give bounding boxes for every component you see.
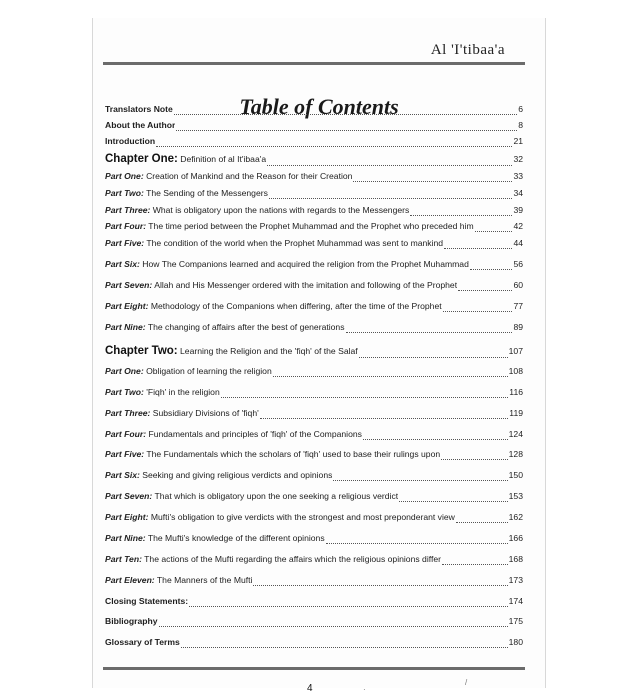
toc-entry-page: 162 [508, 512, 523, 522]
toc-entry-text: The Fundamentals which the scholars of 'fiqh' used to base their rulings upon [146, 449, 441, 459]
part-label: Part Nine: [105, 533, 146, 543]
dot-leader [260, 417, 509, 419]
toc-entry-text: Seeking and giving religious verdicts and opinions [142, 470, 333, 480]
toc-chapter-entry[interactable] [105, 153, 523, 169]
toc-entry[interactable] [105, 449, 523, 463]
dot-leader [253, 584, 507, 586]
dot-leader [458, 289, 512, 291]
toc-entry-text: Glossary of Terms [105, 637, 180, 647]
part-label: Part Seven: [105, 491, 153, 501]
dot-leader [267, 164, 512, 166]
toc-entry-text: The actions of the Mufti regarding the affairs which the religious opinions differ [144, 554, 441, 564]
dot-leader [475, 230, 513, 232]
dot-leader [456, 521, 508, 523]
toc-entry-text: Introduction [105, 136, 156, 146]
toc-entry-text: How The Companions learned and acquired the religion from the Prophet Muhammad [142, 259, 469, 269]
book-page [92, 18, 546, 694]
toc-entry[interactable] [105, 429, 523, 443]
toc-entry[interactable] [105, 221, 523, 235]
toc-entry[interactable] [105, 491, 523, 505]
toc-entry-text: That which is obligatory upon the one seeking a religious verdict [154, 491, 399, 501]
toc-entry-page: 56 [513, 259, 523, 269]
toc-entry-page: 6 [518, 104, 523, 114]
toc-entry[interactable] [105, 470, 523, 484]
toc-entry[interactable] [105, 280, 523, 294]
dot-leader [181, 646, 508, 648]
toc-entry-text: The changing of affairs after the best of generations [147, 322, 345, 332]
toc-entry-page: 107 [508, 346, 523, 356]
toc-entry-page: 77 [513, 301, 523, 311]
toc-entry-page: 174 [508, 596, 523, 606]
toc-entry-page: 119 [509, 408, 523, 418]
toc-entry-text: Subsidiary Divisions of 'fiqh' [152, 408, 259, 418]
dot-leader [333, 479, 507, 481]
toc-entry-text: The Manners of the Mufti [156, 575, 253, 585]
toc-entry[interactable] [105, 171, 523, 185]
toc-entry-text: 'Fiqh' in the religion [146, 387, 220, 397]
toc-entry[interactable] [105, 554, 523, 568]
toc-entry-page: 32 [513, 154, 523, 164]
part-label: Part Ten: [105, 554, 142, 564]
dot-leader [363, 438, 508, 440]
dot-leader [359, 356, 508, 358]
dot-leader [176, 129, 517, 131]
chapter-label: Chapter Two: [105, 345, 178, 357]
part-label: Part Six: [105, 259, 140, 269]
toc-entry[interactable] [105, 238, 523, 252]
toc-entry[interactable] [105, 188, 523, 202]
dot-leader [269, 197, 513, 199]
dot-leader [189, 605, 508, 607]
dot-leader [174, 113, 517, 115]
toc-chapter-entry[interactable] [105, 345, 523, 361]
toc-entry-page: 44 [513, 238, 523, 248]
toc-entry-text: Methodology of the Companions when differing, after the time of the Prophet [150, 301, 442, 311]
toc-entry-text: The Mufti's knowledge of the different opinions [147, 533, 325, 543]
part-label: Part Two: [105, 188, 144, 198]
chapter-label: Chapter One: [105, 153, 178, 165]
toc-entry-page: 180 [508, 637, 523, 647]
part-label: Part Four: [105, 221, 147, 231]
dot-leader [399, 500, 507, 502]
toc-entry-text: About the Author [105, 120, 176, 130]
toc-entry-page: 168 [508, 554, 523, 564]
dot-leader [470, 268, 513, 270]
dot-leader [443, 310, 513, 312]
toc-entry-text: The time period between the Prophet Muhammad and the Prophet who preceded him [148, 221, 474, 231]
toc-entry[interactable] [105, 637, 523, 651]
scan-speck: / [465, 678, 468, 687]
toc-entry[interactable] [105, 104, 523, 118]
page-number: 4 [307, 683, 313, 694]
toc-entry-page: 39 [513, 205, 523, 215]
part-label: Part Six: [105, 470, 140, 480]
footer-rule [103, 667, 525, 670]
toc-entry-page: 42 [513, 221, 523, 231]
part-label: Part Nine: [105, 322, 146, 332]
toc-entry-page: 34 [513, 188, 523, 198]
toc-entry-page: 116 [509, 387, 523, 397]
toc-entry-text: Learning the Religion and the 'fiqh' of the Salaf [180, 346, 358, 356]
toc-entry-text: Allah and His Messenger ordered with the imitation and following of the Prophet [154, 280, 458, 290]
toc-entry[interactable] [105, 322, 523, 336]
part-label: Part Five: [105, 238, 145, 248]
part-label: Part Two: [105, 387, 144, 397]
part-label: Part One: [105, 366, 144, 376]
part-label: Part Eleven: [105, 575, 155, 585]
toc-entry-text: Creation of Mankind and the Reason for their Creation [146, 171, 353, 181]
toc-entry-page: 33 [513, 171, 523, 181]
toc-entry[interactable] [105, 205, 523, 219]
toc-entry[interactable] [105, 408, 523, 422]
dot-leader [221, 396, 509, 398]
toc-entry-text: Translators Note [105, 104, 173, 114]
toc-entry[interactable] [105, 387, 523, 401]
toc-entry-page: 108 [508, 366, 523, 376]
toc-entry[interactable] [105, 533, 523, 547]
toc-entry-text: Obligation of learning the religion [146, 366, 272, 376]
toc-entry-page: 124 [508, 429, 523, 439]
toc-entry-text: Fundamentals and principles of 'fiqh' of the Companions [148, 429, 362, 439]
part-label: Part Four: [105, 429, 147, 439]
part-label: Part Three: [105, 408, 151, 418]
toc-entry[interactable] [105, 259, 523, 273]
toc-entry-text: Definition of al It'ibaa'a [180, 154, 267, 164]
dot-leader [410, 214, 512, 216]
part-label: Part Eight: [105, 301, 149, 311]
toc-entry-page: 175 [508, 616, 523, 626]
toc-entry-page: 8 [518, 120, 523, 130]
scan-speck: · [363, 685, 366, 694]
toc-entry-text: What is obligatory upon the nations with regards to the Messengers [152, 205, 410, 215]
toc-entry[interactable] [105, 616, 523, 630]
running-header-title: Al 'I'tibaa'a [430, 42, 505, 58]
dot-leader [156, 145, 512, 147]
toc-entry-text: The Sending of the Messengers [146, 188, 268, 198]
part-label: Part Three: [105, 205, 151, 215]
toc-entry[interactable] [105, 596, 523, 610]
toc-entry-page: 60 [513, 280, 523, 290]
toc-entry-page: 128 [508, 449, 523, 459]
toc-entry-text: The condition of the world when the Prophet Muhammad was sent to mankind [146, 238, 444, 248]
part-label: Part Eight: [105, 512, 149, 522]
dot-leader [326, 542, 508, 544]
toc-entry-page: 150 [508, 470, 523, 480]
toc-entry-page: 89 [513, 322, 523, 332]
toc-entry-text: Mufti's obligation to give verdicts with the strongest and most preponderant view [150, 512, 455, 522]
dot-leader [353, 180, 512, 182]
dot-leader [346, 331, 513, 333]
toc-entry-page: 153 [508, 491, 523, 501]
toc-entry[interactable] [105, 136, 523, 150]
dot-leader [444, 247, 512, 249]
toc-entry[interactable] [105, 512, 523, 526]
header-rule [103, 62, 525, 65]
dot-leader [442, 563, 508, 565]
toc-entry-page: 166 [508, 533, 523, 543]
toc-heading: Table of Contents [239, 94, 399, 119]
toc-entry[interactable] [105, 120, 523, 134]
part-label: Part One: [105, 171, 144, 181]
toc-entry-page: 21 [513, 136, 523, 146]
dot-leader [159, 625, 508, 627]
toc-entry-page: 173 [508, 575, 523, 585]
part-label: Part Seven: [105, 280, 153, 290]
toc-entry[interactable] [105, 575, 523, 589]
part-label: Part Five: [105, 449, 145, 459]
toc-entry-text: Closing Statements: [105, 596, 189, 606]
toc-entry-text: Bibliography [105, 616, 158, 626]
dot-leader [273, 375, 508, 377]
dot-leader [441, 458, 508, 460]
toc-entry[interactable] [105, 366, 523, 380]
toc-entry[interactable] [105, 301, 523, 315]
